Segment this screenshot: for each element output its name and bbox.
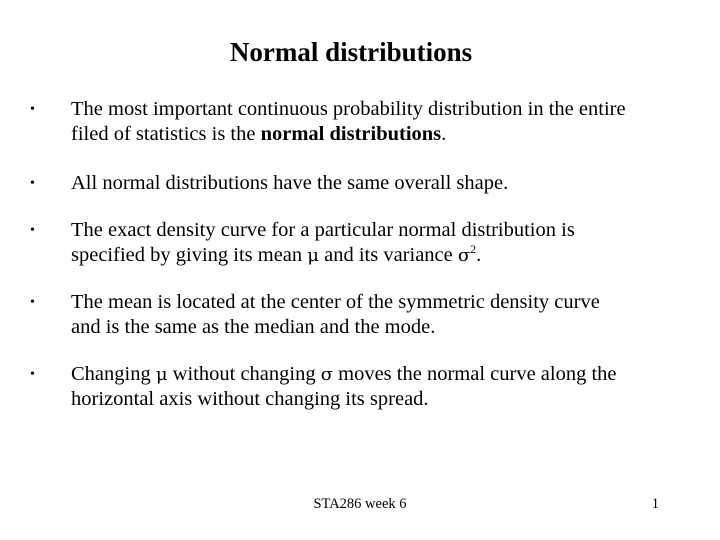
slide-title: Normal distributions [229, 37, 473, 67]
text-fragment: specified by giving its mean [71, 244, 308, 266]
text-fragment: . [476, 244, 482, 266]
text-fragment: The most important continuous probability distribution in the entire [71, 98, 626, 120]
bullet-text-line [30, 243, 680, 268]
mu-symbol: μ [155, 364, 168, 385]
footer-course-label: STA286 week 6 [313, 496, 407, 512]
sigma-symbol: σ [320, 364, 334, 385]
text-fragment: The mean is located at the center of the symmetric density curve [71, 291, 600, 313]
bullet-text-line [30, 171, 680, 196]
text-fragment: without changing [167, 363, 321, 385]
text-fragment: filed of statistics is the [71, 123, 261, 145]
footer-page-number: 1 [651, 496, 659, 512]
text-fragment: . [441, 123, 447, 145]
bullet-item [30, 290, 680, 340]
bullet-text-line [30, 122, 680, 147]
bullet-item [30, 218, 680, 268]
bullet-marker: • [30, 295, 35, 310]
text-fragment: and is the same as the median and the mode. [71, 316, 436, 338]
text-fragment: Changing [71, 363, 156, 385]
bullet-marker: • [30, 223, 35, 238]
bullet-text-line [30, 290, 680, 315]
bullet-item [30, 97, 680, 147]
bullet-item [30, 362, 680, 412]
bullet-text-line [30, 97, 680, 122]
bullet-item [30, 171, 680, 196]
bullet-marker: • [30, 367, 35, 382]
sigma-symbol: σ [457, 245, 471, 266]
mu-symbol: μ [307, 245, 319, 266]
text-fragment: horizontal axis without changing its spread. [71, 388, 429, 410]
bullet-marker: • [30, 176, 35, 191]
text-fragment: moves the normal curve along the [333, 363, 617, 385]
bold-term: normal distributions [260, 123, 442, 145]
text-fragment: and its variance [318, 244, 458, 266]
bullet-text-line [30, 315, 680, 340]
bullet-text-line [30, 362, 680, 387]
bullet-text-line [30, 218, 680, 243]
bullet-text-line [30, 387, 680, 412]
exponent: 2 [470, 242, 477, 256]
bullet-marker: • [30, 102, 35, 117]
text-fragment: The exact density curve for a particular normal distribution is [71, 219, 575, 241]
text-fragment: All normal distributions have the same overall shape. [71, 172, 509, 194]
